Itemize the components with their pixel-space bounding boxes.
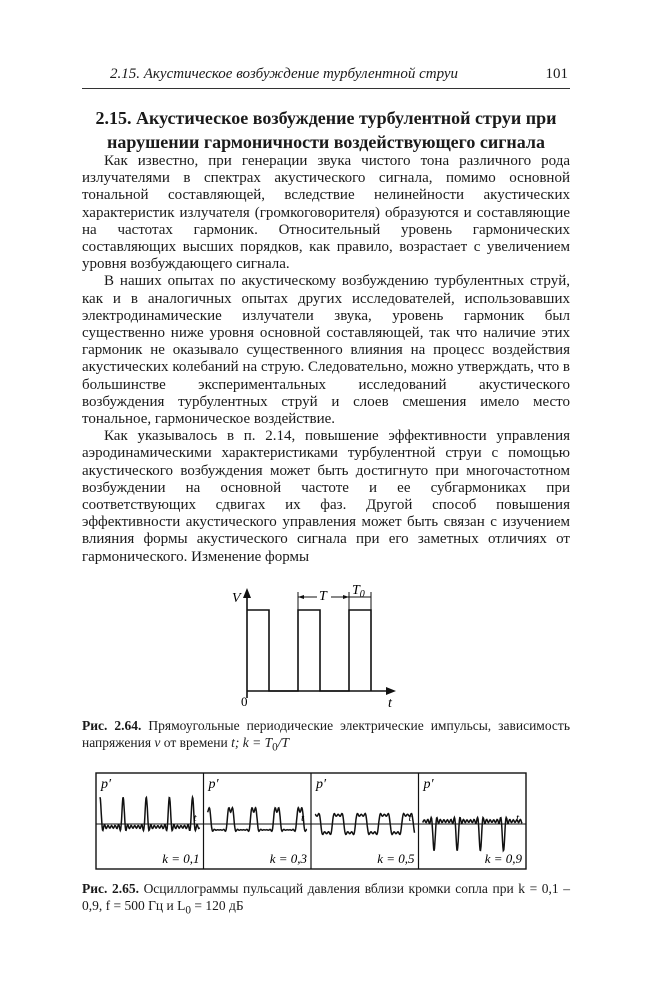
figure-2-64-pulses bbox=[228, 580, 398, 710]
panel-p-label: p′ bbox=[101, 777, 112, 792]
caption-text-2-64-a: Прямоугольные периодические электрические импульсы, зависимость напряжения bbox=[82, 718, 570, 750]
caption-label-2-64: Рис. 2.64. bbox=[82, 718, 142, 733]
panel-k-label: k = 0,5 bbox=[377, 851, 415, 866]
pressure-waveform bbox=[100, 797, 200, 830]
pulse-width-label: $T_0$ bbox=[352, 583, 365, 600]
pressure-waveform bbox=[208, 808, 308, 832]
panel-t-label: t bbox=[193, 812, 197, 824]
v-axis-arrow bbox=[243, 588, 251, 598]
page-number: 101 bbox=[545, 66, 568, 82]
paragraph-3: Как указывалось в п. 2.14, повышение эффективности управления аэродинамическими характеристиками турбулентной струи с помощью акустического возбуждения может быть достигнуто при многочастотном возбуждении на основной частоте и ее субгармониках при соответствующих сдвигах их фаз. Другой способ повышения эффективности акустического управления может быть связан с изучением влияния формы акустического сигнала при его заметных отличиях от гармонического. Изменение формы bbox=[82, 428, 570, 565]
caption-sub-l0: 0 bbox=[185, 904, 191, 917]
panel-p-label: p′ bbox=[208, 777, 219, 792]
panel-p-label: p′ bbox=[423, 777, 434, 792]
period-arrow-left bbox=[298, 595, 304, 599]
period-arrow-right bbox=[343, 595, 349, 599]
caption-var-t: t bbox=[231, 735, 235, 750]
caption-text-2-64-c: ; k = T bbox=[234, 735, 273, 750]
pulse-train bbox=[247, 610, 371, 691]
running-title: 2.15. Акустическое возбуждение турбулентной струи bbox=[110, 66, 459, 82]
panel-t-label: t bbox=[301, 812, 305, 824]
caption-end-2-65: = 120 дБ bbox=[190, 898, 244, 913]
pressure-waveform bbox=[423, 818, 523, 851]
figure-2-65-caption bbox=[82, 880, 570, 920]
caption-text-2-64-b: от времени bbox=[160, 735, 232, 750]
section-title-line-2: нарушении гармоничности воздействующего сигнала bbox=[106, 132, 546, 152]
panel-k-label: k = 0,1 bbox=[162, 851, 200, 866]
paragraph-2: В наших опытах по акустическому возбуждению турбулентных струй, как и в аналогичных опытах других исследователей, использовавших электродинамические излучатели звука, уровень гармоник был существенно ниже уровня основной составляющей, так что наличие этих гармоник не оказывало существенного влияния на процесс воздействия акустических колебаний на струю. Следовательно, можно утверждать, что в большинстве экспериментальных исследований акустического возбуждения турбулентных струй и слоев смешения имело место тональное, гармоническое воздействие. bbox=[82, 273, 570, 428]
t-axis-arrow bbox=[386, 687, 396, 695]
panel-t-label: t bbox=[516, 812, 520, 824]
period-label: T bbox=[319, 589, 327, 604]
section-title bbox=[82, 106, 570, 154]
panel-t-label: t bbox=[408, 812, 412, 824]
figure-2-65-oscillograms bbox=[95, 772, 527, 870]
panel-k-label: k = 0,3 bbox=[269, 851, 307, 866]
panel-k-label: k = 0,9 bbox=[484, 851, 522, 866]
t-axis-label: t bbox=[388, 696, 392, 710]
caption-var-v: v bbox=[154, 735, 161, 750]
v-axis-label: V bbox=[232, 591, 241, 606]
section-title-line-1: 2.15. Акустическое возбуждение турбулентной струи при bbox=[95, 108, 557, 128]
caption-text-2-65: Осциллограммы пульсаций давления вблизи кромки сопла при k = 0,1 – 0,9, f = 500 Гц и L bbox=[82, 881, 570, 913]
caption-label-2-65: Рис. 2.65. bbox=[82, 881, 139, 896]
running-header bbox=[82, 64, 570, 89]
origin-label: 0 bbox=[241, 694, 248, 709]
pulse-width-sub: 0 bbox=[359, 589, 365, 600]
caption-text-2-64-d: /T bbox=[277, 735, 289, 750]
panel-p-label: p′ bbox=[316, 777, 327, 792]
paragraph-1: Как известно, при генерации звука чистого тона различного рода излучателями в спектрах акустического сигнала, помимо основной тональной составляющей, вследствие нелинейности акустических характеристик излучателя (громкоговорителя) образуются и составляющие на частотах гармоник. Относительный уровень гармонических составляющих высших порядков, как правило, возрастает с увеличением уровня возбуждающего сигнала. bbox=[82, 153, 570, 273]
body-text bbox=[82, 153, 570, 566]
caption-sub-0: 0 bbox=[272, 741, 278, 754]
figure-2-64-caption bbox=[82, 717, 570, 757]
